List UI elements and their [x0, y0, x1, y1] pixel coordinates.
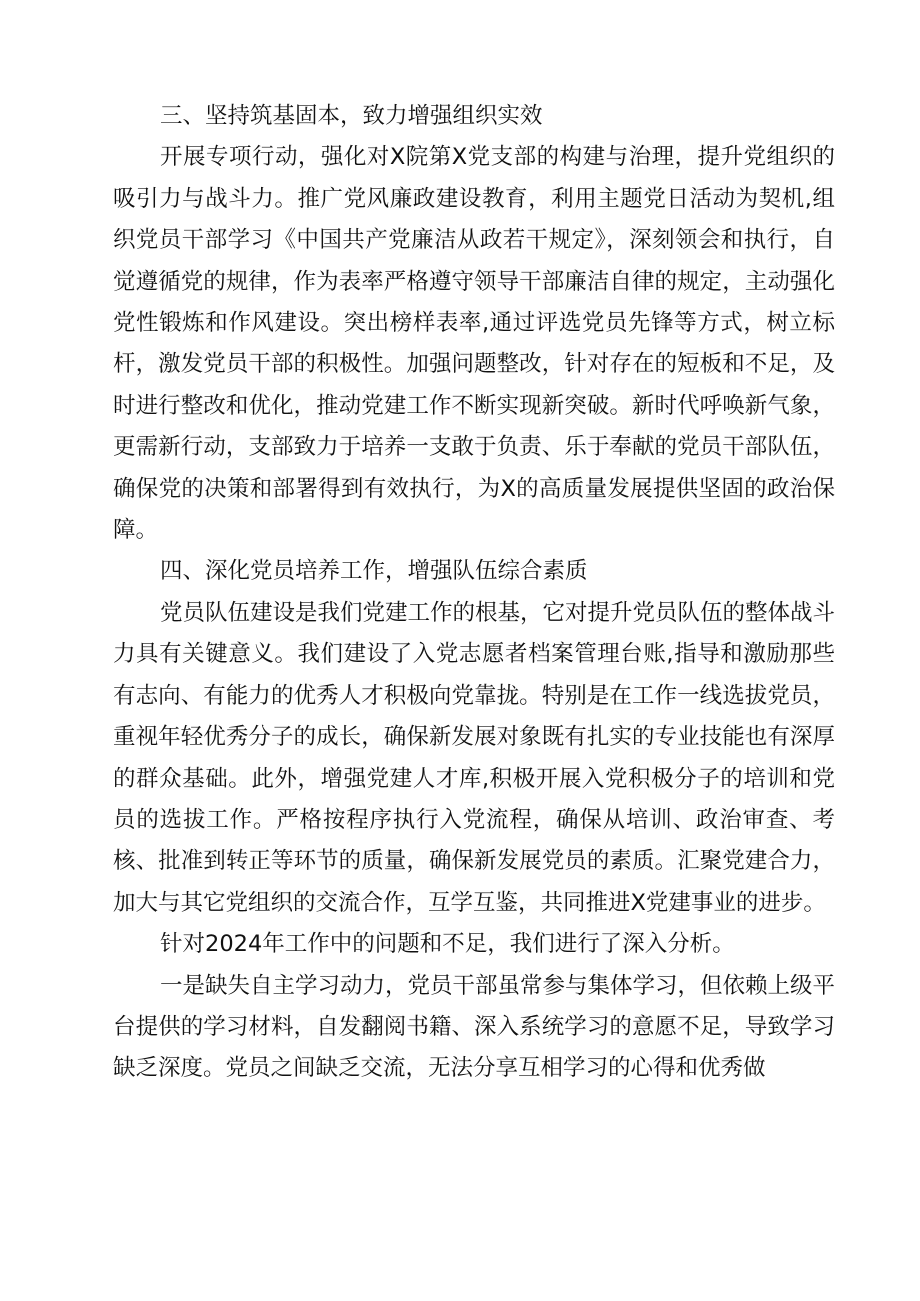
problems-intro-paragraph: 针对2024年工作中的问题和不足，我们进行了深入分析。 [160, 931, 735, 958]
document-page [113, 96, 835, 1090]
section-heading-3: 三、坚持筑基固本，致力增强组织实效 [160, 103, 543, 129]
section-heading-4: 四、深化党员培养工作，增强队伍综合素质 [160, 558, 588, 585]
section-4-paragraph: 党员队伍建设是我们党建工作的根基，它对提升党员队伍的整体战斗力具有关键意义。我们建设了入党志愿者档案管理台账,指导和激励那些有志向、有能力的优秀人才积极向党靠拢。特别是在工作一线选拔党员，重视年轻优秀分子的成长，确保新发展对象既有扎实的专业技能也有深厚的群众基础。此外，增强党建人才库,积极开展入党积极分子的培训和党员的选拔工作。严格按程序执行入党流程，确保从培训、政治审查、考核、批准到转正等环节的质量，确保新发展党员的素质。汇聚党建合力，加大与其它党组织的交流合作，互学互鉴，共同推进X党建事业的进步。 [113, 599, 836, 916]
problem-1-paragraph: 一是缺失自主学习动力，党员干部虽常参与集体学习，但依赖上级平台提供的学习材料，自发翻阅书籍、深入系统学习的意愿不足，导致学习缺乏深度。党员之间缺乏交流，无法分享互相学习的心得和优秀做 [113, 972, 836, 1082]
section-3-paragraph: 开展专项行动，强化对X院第X党支部的构建与治理，提升党组织的吸引力与战斗力。推广党风廉政建设教育，利用主题党日活动为契机,组织党员干部学习《中国共产党廉洁从政若干规定》，深刻领会和执行，自觉遵循党的规律，作为表率严格遵守领导干部廉洁自律的规定，主动强化党性锻炼和作风建设。突出榜样表率,通过评选党员先锋等方式，树立标杆，激发党员干部的积极性。加强问题整改，针对存在的短板和不足，及时进行整改和优化，推动党建工作不断实现新突破。新时代呼唤新气象，更需新行动，支部致力于培养一支敢于负责、乐于奉献的党员干部队伍，确保党的决策和部署得到有效执行，为X的高质量发展提供坚固的政治保障。 [113, 144, 835, 544]
